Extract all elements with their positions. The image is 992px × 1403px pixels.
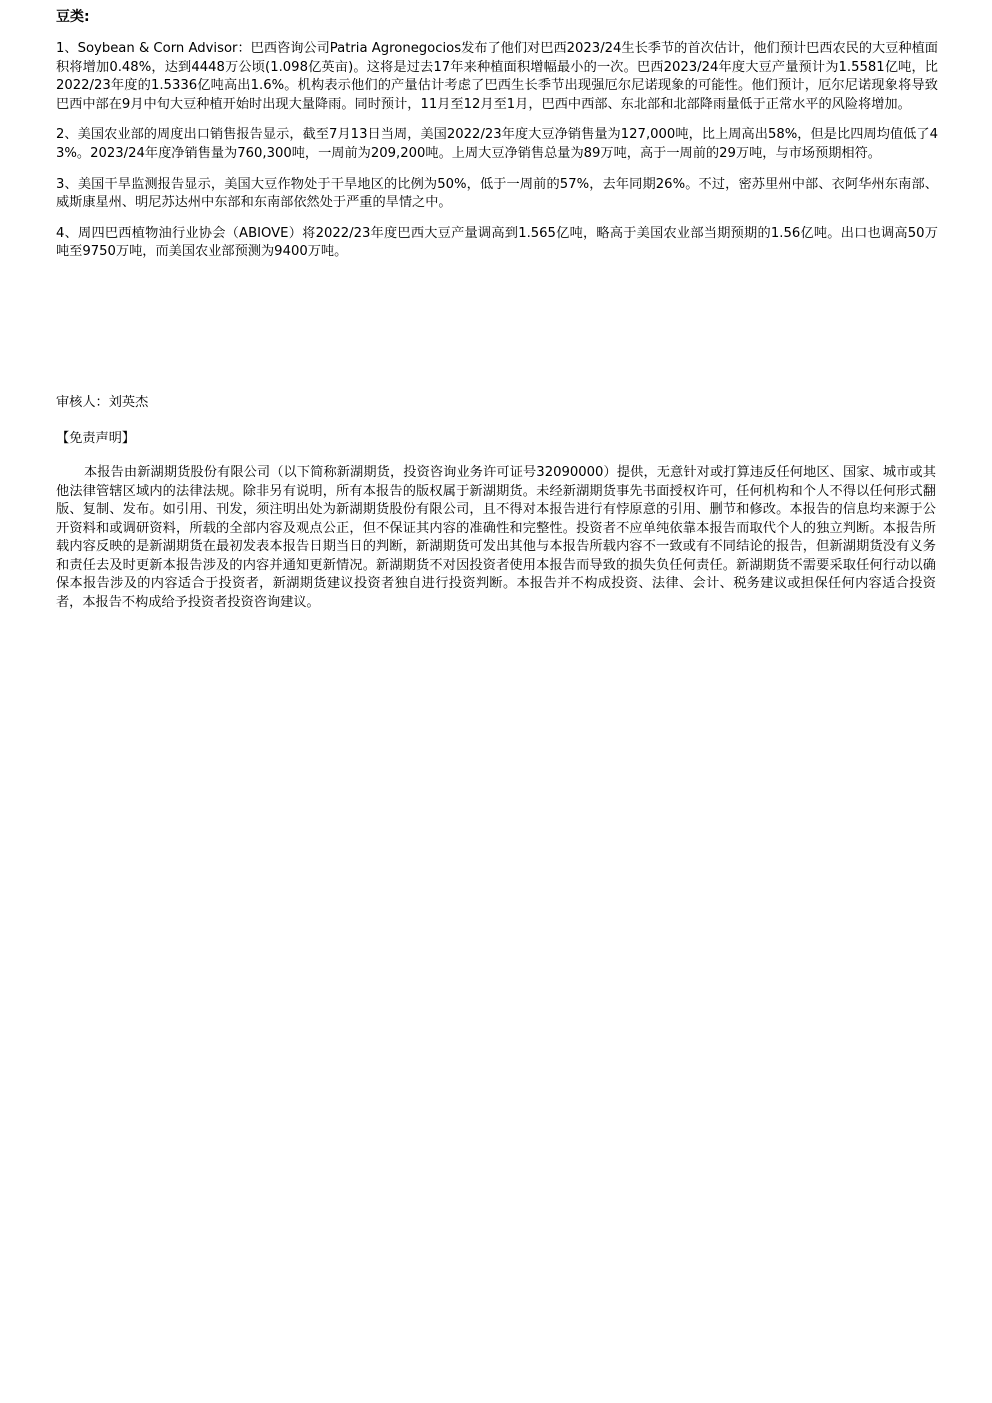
section-title: 豆类: bbox=[56, 9, 90, 25]
news-item-3: 3、美国干旱监测报告显示，美国大豆作物处于干旱地区的比例为50%，低于一周前的57%，去年同期26%。不过，密苏里州中部、衣阿华州东南部、威斯康星州、明尼苏达州中东部和东南部依然处于严重的旱情之中。 bbox=[56, 176, 938, 211]
disclaimer-title: 【免责声明】 bbox=[56, 431, 136, 446]
soybean-section bbox=[56, 8, 938, 274]
news-item-1: 1、Soybean & Corn Advisor：巴西咨询公司Patria Agronegocios发布了他们对巴西2023/24生长季节的首次估计，他们预计巴西农民的大豆种植面积将增加0.48%，达到4448万公顷(1.098亿英亩)。这将是过去17年来种植面积增幅最小的一次。巴西2023/24年度大豆产量预计为1.5581亿吨，比2022/23年度的1.5336亿吨高出1.6%。机构表示他们的产量估计考虑了巴西生长季节出现强厄尔尼诺现象的可能性。他们预计，厄尔尼诺现象将导致巴西中部在9月中旬大豆种植开始时出现大量降雨。同时预计，11月至12月至1月，巴西中西部、东北部和北部降雨量低于正常水平的风险将增加。 bbox=[56, 41, 938, 112]
news-item-4: 4、周四巴西植物油行业协会（ABIOVE）将2022/23年度巴西大豆产量调高到1.565亿吨，略高于美国农业部当期预期的1.56亿吨。出口也调高50万吨至9750万吨，而美国农业部预测为9400万吨。 bbox=[56, 225, 938, 260]
disclaimer-body: 本报告由新湖期货股份有限公司（以下简称新湖期货，投资咨询业务许可证号32090000）提供，无意针对或打算违反任何地区、国家、城市或其他法律管辖区域内的法律法规。除非另有说明，所有本报告的版权属于新湖期货。未经新湖期货事先书面授权许可，任何机构和个人不得以任何形式翻版、复制、发布。如引用、刊发，须注明出处为新湖期货股份有限公司，且不得对本报告进行有悖原意的引用、删节和修改。本报告的信息均来源于公开资料和或调研资料，所载的全部内容及观点公正，但不保证其内容的准确性和完整性。投资者不应单纯依靠本报告而取代个人的独立判断。本报告所载内容反映的是新湖期货在最初发表本报告日期当日的判断，新湖期货可发出其他与本报告所载内容不一致或有不同结论的报告，但新湖期货没有义务和责任去及时更新本报告涉及的内容并通知更新情况。新湖期货不对因投资者使用本报告而导致的损失负任何责任。新湖期货不需要采取任何行动以确保本报告涉及的内容适合于投资者，新湖期货建议投资者独自进行投资判断。本报告并不构成投资、法律、会计、税务建议或担保任何内容适合投资者，本报告不构成给予投资者投资咨询建议。 bbox=[56, 465, 936, 610]
reviewer-line: 审核人：刘英杰 bbox=[56, 395, 149, 410]
news-item-2: 2、美国农业部的周度出口销售报告显示，截至7月13日当周，美国2022/23年度大豆净销售量为127,000吨，比上周高出58%，但是比四周均值低了43%。2023/24年度净销售量为760,300吨，一周前为209,200吨。上周大豆净销售总量为89万吨，高于一周前的29万吨，与市场预期相符。 bbox=[56, 127, 938, 161]
